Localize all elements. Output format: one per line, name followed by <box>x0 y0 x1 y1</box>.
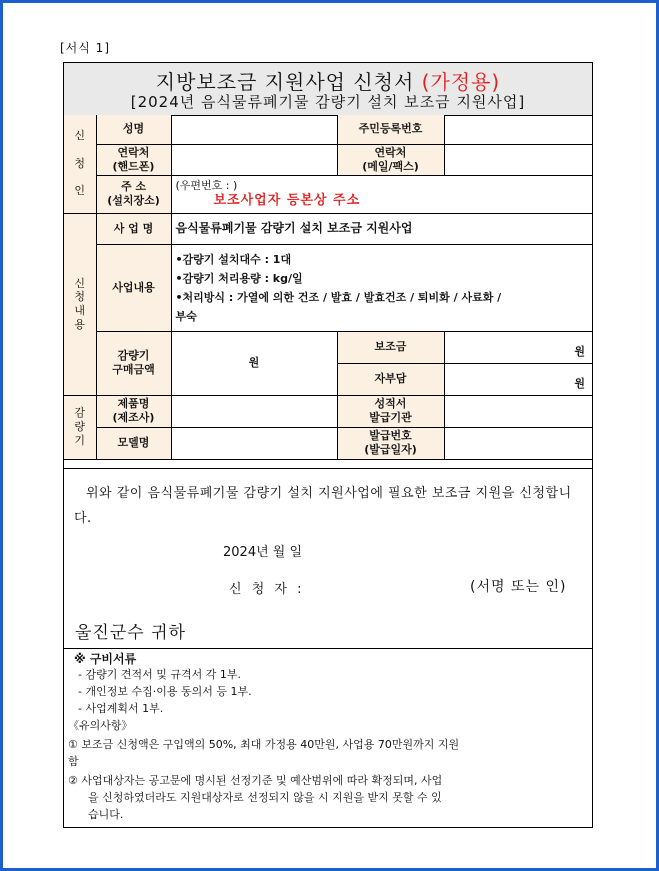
purchase-price-unit: 원 <box>248 356 260 370</box>
purchase-price-field[interactable] <box>171 331 337 395</box>
self-pay-label: 자부담 <box>337 363 444 395</box>
subsidy-label: 보조금 <box>337 331 444 363</box>
report-issuer-field[interactable] <box>444 395 593 427</box>
form-title-text: 지방보조금 지원사업 신청서 <box>155 70 422 94</box>
rrn-field[interactable] <box>444 115 593 144</box>
row-name <box>64 115 593 144</box>
note-2-line-1: ② 사업대상자는 공고문에 명시된 선정기준 및 예산범위에 따라 확정되며, 사업 <box>68 774 443 787</box>
signature-hint: (서명 또는 인) <box>470 579 567 595</box>
address-field[interactable] <box>171 175 593 213</box>
declaration-text: 위와 같이 음식물류폐기물 감량기 설치 지원사업에 필요한 보조금 지원을 신청합니다. <box>74 486 572 526</box>
subsidy-unit: 원 <box>574 345 585 359</box>
row-product <box>64 395 593 427</box>
postal-code-text: (우편번호 : ) <box>175 179 238 192</box>
document-item: - 감량기 견적서 및 규격서 각 1부. <box>78 668 241 681</box>
form-number-label: [서식 1] <box>60 41 110 55</box>
row-project-content <box>64 244 593 331</box>
row-contact <box>64 144 593 175</box>
row-address <box>64 175 593 213</box>
email-fax-field[interactable] <box>444 144 593 175</box>
purchase-price-label: 감량기 구매금액 <box>96 331 171 395</box>
email-fax-label: 연락처 (메일/팩스) <box>337 144 444 175</box>
notes-heading: 《유의사항》 <box>68 719 133 732</box>
application-table <box>64 115 593 460</box>
required-documents-section <box>64 648 592 829</box>
content-line-method-cont: 부숙 <box>175 309 197 323</box>
section-applicant-label: 신 청 인 <box>64 115 96 213</box>
subsidy-field[interactable] <box>444 331 593 363</box>
document-item: - 개인정보 수집·이용 동의서 등 1부. <box>78 685 252 698</box>
product-label: 제품명 (제조사) <box>96 395 171 427</box>
content-line-capacity: •감량기 처리용량 : kg/일 <box>175 271 303 285</box>
phone-label: 연락처 (핸드폰) <box>96 144 171 175</box>
self-pay-field[interactable] <box>444 363 593 395</box>
form-title-type: (가정용) <box>421 70 501 94</box>
section-details-label: 신 청 내 용 <box>64 213 96 395</box>
content-line-method: •처리방식 : 가열에 의한 건조 / 발효 / 발효건조 / 퇴비화 / 사료화 / <box>175 290 502 304</box>
row-subsidy <box>64 331 593 363</box>
phone-field[interactable] <box>171 144 337 175</box>
content-field[interactable] <box>171 244 593 331</box>
content-line-units: •감량기 설치대수 : 1대 <box>175 252 292 266</box>
name-field[interactable] <box>171 115 337 144</box>
issue-number-field[interactable] <box>444 427 593 459</box>
project-name-label: 사 업 명 <box>96 213 171 244</box>
form-title-box <box>64 63 592 116</box>
self-pay-unit: 원 <box>574 377 585 391</box>
addressee: 울진군수 귀하 <box>75 623 186 643</box>
note-2-line-2: 을 신청하였더라도 지원대상자로 선정되지 않을 시 지원을 받지 못할 수 있 <box>88 791 442 804</box>
project-name-value: 음식물류폐기물 감량기 설치 보조금 지원사업 <box>171 213 593 244</box>
applicant-signature-label: 신 청 자 : <box>229 582 305 597</box>
application-date: 2024년 월 일 <box>223 545 303 560</box>
report-issuer-label: 성적서 발급기관 <box>337 395 444 427</box>
note-2-line-3: 습니다. <box>88 808 124 821</box>
issue-number-label: 발급번호 (발급일자) <box>337 427 444 459</box>
product-field[interactable] <box>171 395 337 427</box>
form-subtitle: [2024년 음식물류폐기물 감량기 설치 보조금 지원사업] <box>130 93 526 111</box>
note-1-line-1: ① 보조금 신청액은 구입액의 50%, 최대 가정용 40만원, 사업용 70만원까지 지원 <box>68 738 460 751</box>
documents-heading: ※ 구비서류 <box>74 652 137 666</box>
note-1-line-2: 함 <box>68 755 79 768</box>
name-label: 성명 <box>96 115 171 144</box>
address-hint: 보조사업자 등본상 주소 <box>213 192 361 208</box>
content-label: 사업내용 <box>96 244 171 331</box>
model-field[interactable] <box>171 427 337 459</box>
section-device-label: 감 량 기 <box>64 395 96 459</box>
document-item: - 사업계획서 1부. <box>78 702 164 715</box>
rrn-label: 주민등록번호 <box>337 115 444 144</box>
row-project-name <box>64 213 593 244</box>
row-model <box>64 427 593 459</box>
model-label: 모델명 <box>96 427 171 459</box>
address-label: 주 소 (설치장소) <box>96 175 171 213</box>
application-form <box>63 62 593 828</box>
